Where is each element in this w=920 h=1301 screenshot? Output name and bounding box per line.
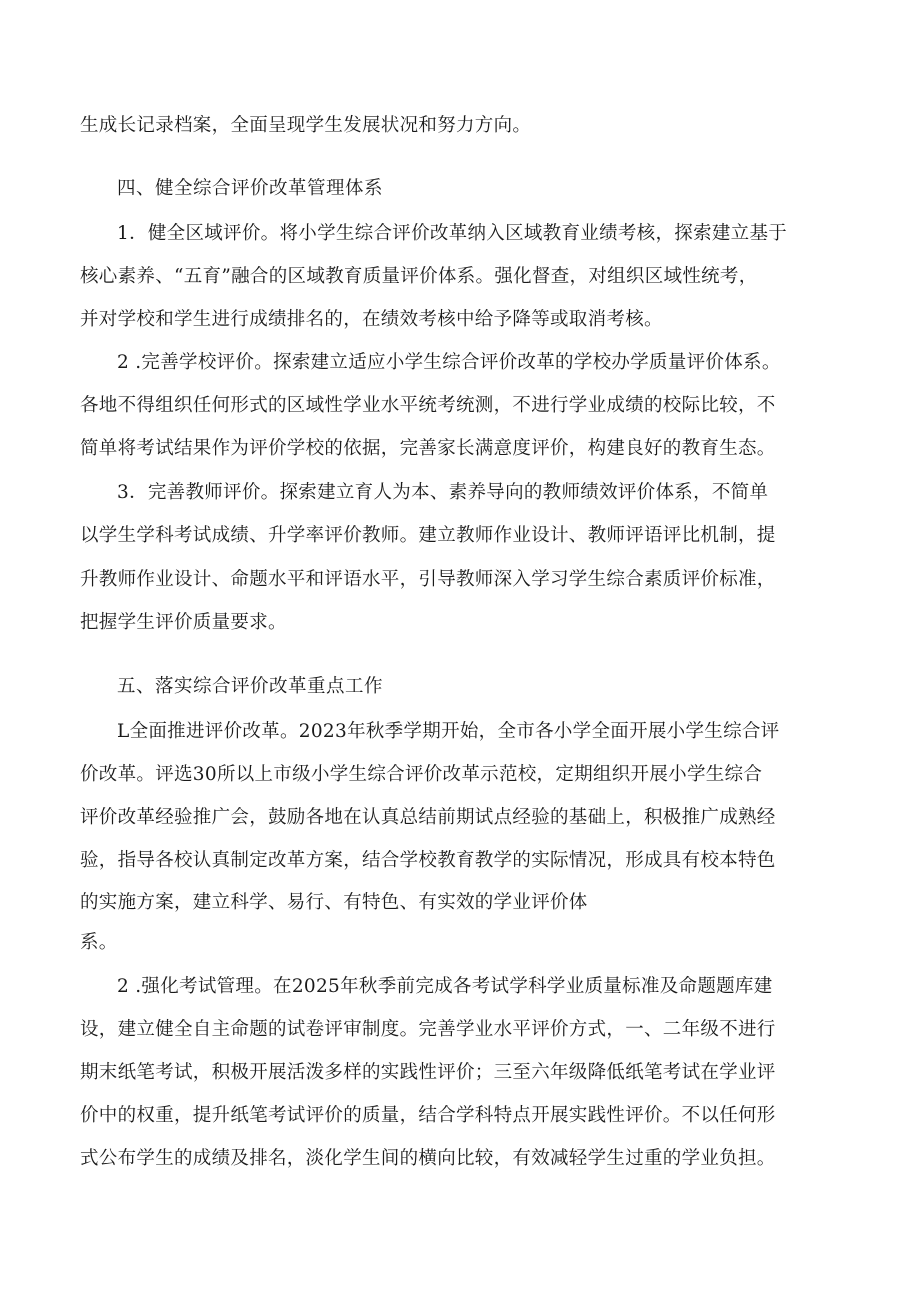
paragraph-line: 设，建立健全自主命题的试卷评审制度。完善学业水平评价方式，一、二年级不进行 [80, 1019, 776, 1040]
paragraph-line: L全面推进评价改革。2023年秋季学期开始，全市各小学全面开展小学生综合评 [117, 721, 780, 742]
paragraph-line: 验，指导各校认真制定改革方案，结合学校教育教学的实际情况，形成具有校本特色 [80, 850, 776, 871]
paragraph-line: 系。 [80, 932, 118, 953]
paragraph-line: 核心素养、“五育”融合的区域教育质量评价体系。强化督查，对组织区域性统考， [80, 266, 758, 287]
paragraph-line: 价改革。评选30所以上市级小学生综合评价改革示范校，定期组织开展小学生综合 [80, 764, 763, 785]
paragraph-line: 的实施方案，建立科学、易行、有特色、有实效的学业评价体 [80, 892, 588, 913]
paragraph-line: 2 .强化考试管理。在2025年秋季前完成各考试学科学业质量标准及命题题库建 [117, 976, 773, 997]
section-heading-4: 四、健全综合评价改革管理体系 [117, 178, 384, 199]
paragraph-line: 简单将考试结果作为评价学校的依据，完善家长满意度评价，构建良好的教育生态。 [80, 438, 776, 459]
paragraph-line: 1．健全区域评价。将小学生综合评价改革纳入区域教育业绩考核，探索建立基于 [117, 223, 788, 244]
section-heading-5: 五、落实综合评价改革重点工作 [117, 676, 384, 697]
paragraph-line: 式公布学生的成绩及排名，淡化学生间的横向比较，有效减轻学生过重的学业负担。 [80, 1148, 776, 1169]
paragraph-line: 3．完善教师评价。探索建立育人为本、素养导向的教师绩效评价体系，不简单 [117, 482, 769, 503]
paragraph-line: 以学生学科考试成绩、升学率评价教师。建立教师作业设计、教师评语评比机制，提 [80, 525, 776, 546]
paragraph-line: 生成长记录档案，全面呈现学生发展状况和努力方向。 [80, 115, 532, 136]
paragraph-line: 把握学生评价质量要求。 [80, 612, 287, 633]
paragraph-line: 评价改革经验推广会，鼓励各地在认真总结前期试点经验的基础上，积极推广成熟经 [80, 807, 776, 828]
paragraph-line: 升教师作业设计、命题水平和评语水平，引导教师深入学习学生综合素质评价标准， [80, 569, 776, 590]
paragraph-line: 期末纸笔考试，积极开展活泼多样的实践性评价；三至六年级降低纸笔考试在学业评 [80, 1062, 776, 1083]
paragraph-line: 各地不得组织任何形式的区域性学业水平统考统测，不进行学业成绩的校际比较，不 [80, 395, 776, 416]
paragraph-line: 并对学校和学生进行成绩排名的，在绩效考核中给予降等或取消考核。 [80, 309, 663, 330]
paragraph-line: 2 .完善学校评价。探索建立适应小学生综合评价改革的学校办学质量评价体系。 [117, 352, 781, 373]
paragraph-line: 价中的权重，提升纸笔考试评价的质量，结合学科特点开展实践性评价。不以任何形 [80, 1105, 776, 1126]
